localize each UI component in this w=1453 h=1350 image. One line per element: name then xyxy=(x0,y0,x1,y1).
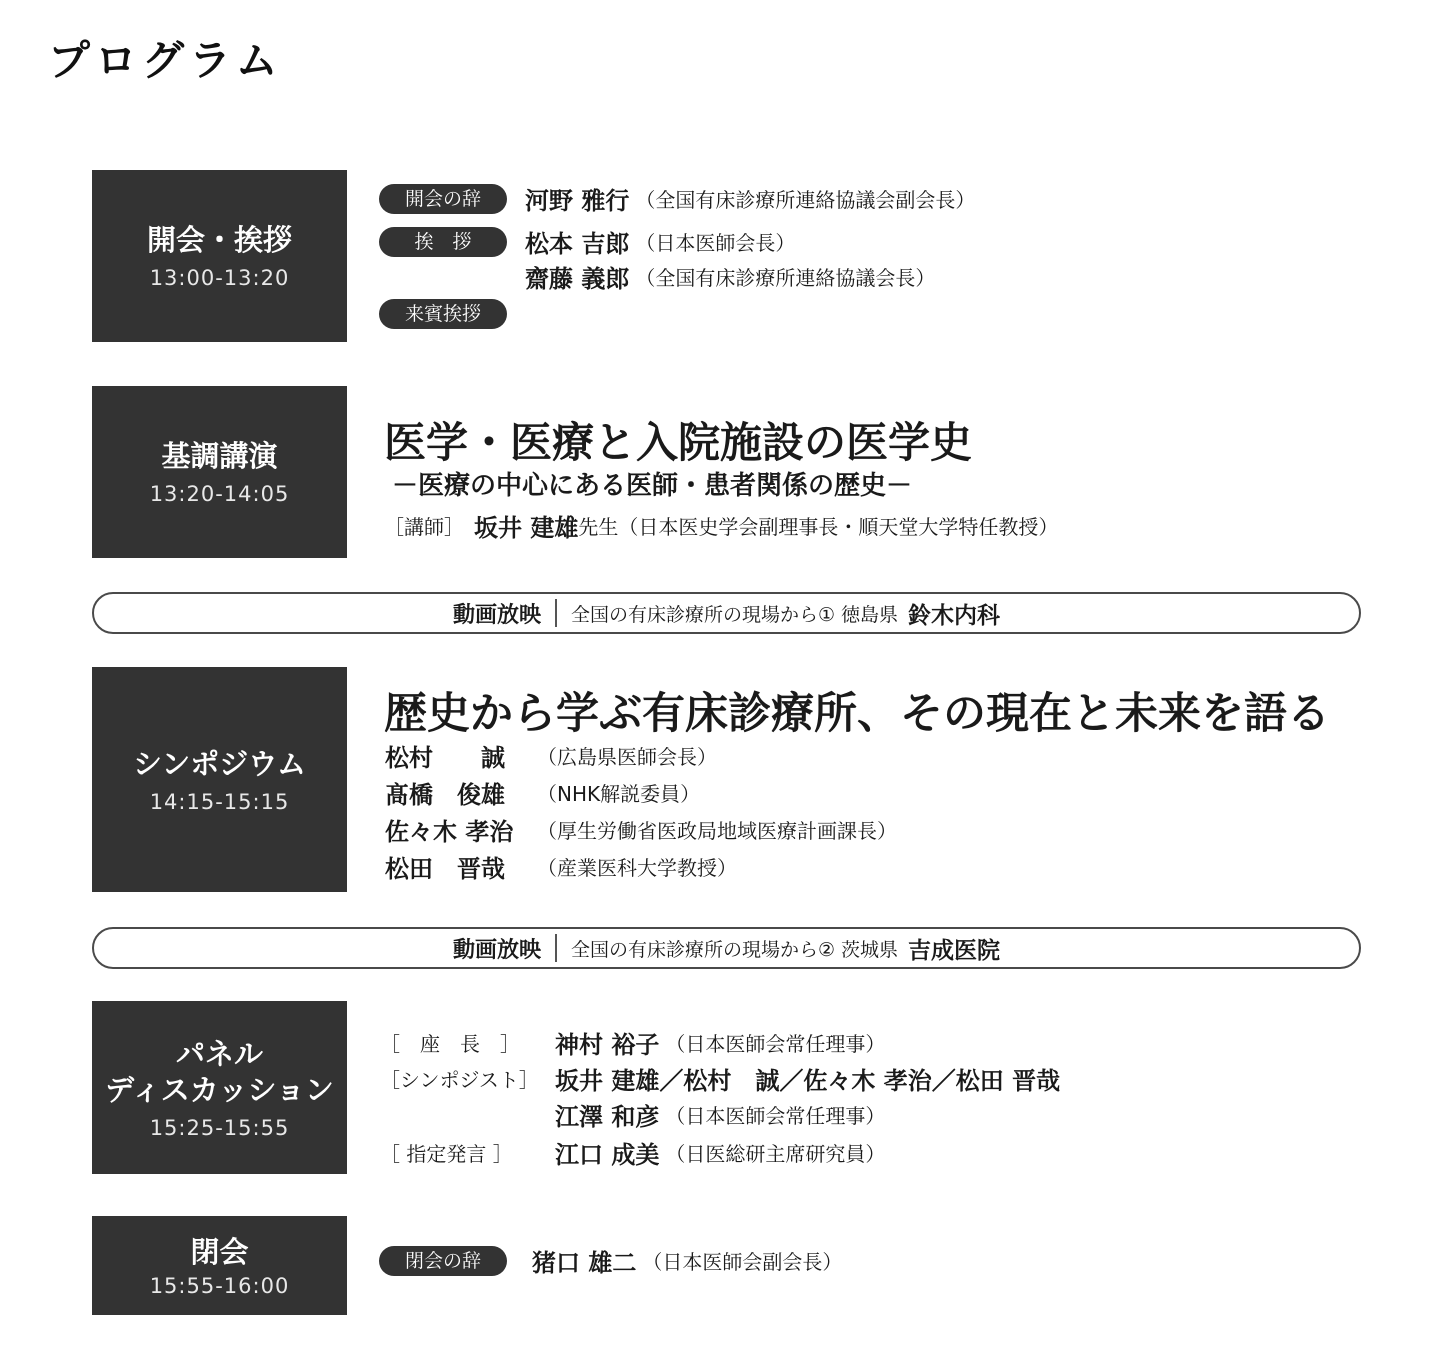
speaker-name: 江澤 和彦 xyxy=(555,1103,660,1131)
session-time: 13:20-14:05 xyxy=(149,482,290,506)
role-label: ［ 座 長 ］ xyxy=(380,1032,520,1056)
symposium-speaker-row xyxy=(385,775,700,810)
speaker-name: 松田 晋哉 xyxy=(385,855,505,883)
speaker-name: 坂井 建雄 xyxy=(474,514,579,542)
role-pill: 閉会の辞 xyxy=(379,1246,507,1276)
symposium-speaker-row xyxy=(385,738,717,773)
session-time: 15:55-16:00 xyxy=(149,1273,290,1298)
banner-clinic-name: 吉成医院 xyxy=(908,937,1001,964)
speaker-affiliation: （日医総研主席研究員） xyxy=(665,1142,886,1166)
opening-row-3 xyxy=(525,259,935,294)
closing-row xyxy=(379,1243,842,1278)
speaker-affiliation: （日本医史学会副理事長・順天堂大学特任教授） xyxy=(618,515,1059,539)
session-block-symposium xyxy=(92,667,347,892)
symposium-speaker-row xyxy=(385,812,897,847)
speaker-name: 猪口 雄二 xyxy=(532,1249,637,1277)
keynote-speaker-row xyxy=(384,508,1058,543)
speaker-name: 髙橋 俊雄 xyxy=(385,781,505,809)
honorific: 先生 xyxy=(578,515,619,539)
speaker-affiliation: （日本医師会長） xyxy=(635,231,796,255)
speaker-name: 神村 裕子 xyxy=(555,1031,660,1059)
speaker-affiliation: （日本医師会常任理事） xyxy=(665,1032,886,1056)
speaker-affiliation: （産業医科大学教授） xyxy=(537,856,737,880)
speaker-names: 坂井 建雄／松村 誠／佐々木 孝治／松田 晋哉 xyxy=(555,1067,1061,1095)
role-pill: 挨 拶 xyxy=(379,227,507,257)
panel-row-extra xyxy=(555,1097,885,1132)
speaker-affiliation: （NHK解説委員） xyxy=(537,782,701,806)
panel-row-chair xyxy=(380,1025,885,1060)
speaker-name: 松本 吉郎 xyxy=(525,230,630,258)
keynote-title: 医学・医療と入院施設の医学史 xyxy=(384,418,973,467)
speaker-affiliation: （全国有床診療所連絡協議会長） xyxy=(635,266,936,290)
divider xyxy=(555,934,557,962)
speaker-name: 江口 成美 xyxy=(555,1141,660,1169)
role-label: ［シンポジスト］ xyxy=(380,1068,539,1092)
speaker-name: 佐々木 孝治 xyxy=(385,818,514,846)
opening-row-2 xyxy=(379,224,795,259)
speaker-name: 松村 誠 xyxy=(385,744,505,772)
banner-label: 動画放映 xyxy=(452,937,541,963)
speaker-affiliation: （日本医師会常任理事） xyxy=(665,1104,886,1128)
opening-row-4 xyxy=(379,299,507,329)
page-title: プログラム xyxy=(48,36,283,85)
session-title: シンポジウム xyxy=(133,746,306,781)
session-title: 開会・挨拶 xyxy=(146,223,292,257)
speaker-affiliation: （全国有床診療所連絡協議会副会長） xyxy=(635,188,976,212)
video-banner-2 xyxy=(92,927,1361,969)
session-block-panel xyxy=(92,1001,347,1174)
panel-row-designated xyxy=(380,1135,885,1170)
banner-description: 全国の有床診療所の現場から① 徳島県 xyxy=(570,603,899,626)
banner-label: 動画放映 xyxy=(452,602,541,628)
symposium-title: 歴史から学ぶ有床診療所、その現在と未来を語る xyxy=(384,689,1330,739)
session-time: 15:25-15:55 xyxy=(149,1115,290,1140)
banner-description: 全国の有床診療所の現場から② 茨城県 xyxy=(570,938,899,961)
banner-clinic-name: 鈴木内科 xyxy=(908,602,1001,629)
role-pill: 来賓挨拶 xyxy=(379,299,507,329)
session-title-line2: ディスカッション xyxy=(105,1072,334,1107)
session-time: 14:15-15:15 xyxy=(149,789,290,814)
session-time: 13:00-13:20 xyxy=(149,266,290,290)
divider xyxy=(555,599,557,627)
session-title: 基調講演 xyxy=(161,439,278,473)
panel-row-symposists xyxy=(380,1061,1060,1096)
session-title: 閉会 xyxy=(190,1234,249,1269)
session-block-closing xyxy=(92,1216,347,1315)
role-pill: 開会の辞 xyxy=(379,184,507,214)
speaker-name: 河野 雅行 xyxy=(525,187,630,215)
opening-row-1 xyxy=(379,181,975,216)
session-block-keynote xyxy=(92,386,347,558)
session-block-opening xyxy=(92,170,347,342)
keynote-subtitle: －医療の中心にある医師・患者関係の歴史－ xyxy=(392,471,913,501)
video-banner-1 xyxy=(92,592,1361,634)
session-title-line1: パネル xyxy=(175,1036,263,1071)
speaker-affiliation: （厚生労働省医政局地域医療計画課長） xyxy=(537,819,897,843)
role-label: ［講師］ xyxy=(384,515,464,539)
speaker-affiliation: （広島県医師会長） xyxy=(537,745,717,769)
speaker-name: 齋藤 義郎 xyxy=(525,265,630,293)
role-label: ［ 指定発言 ］ xyxy=(380,1142,513,1166)
symposium-speaker-row xyxy=(385,849,737,884)
speaker-affiliation: （日本医師会副会長） xyxy=(642,1250,843,1274)
